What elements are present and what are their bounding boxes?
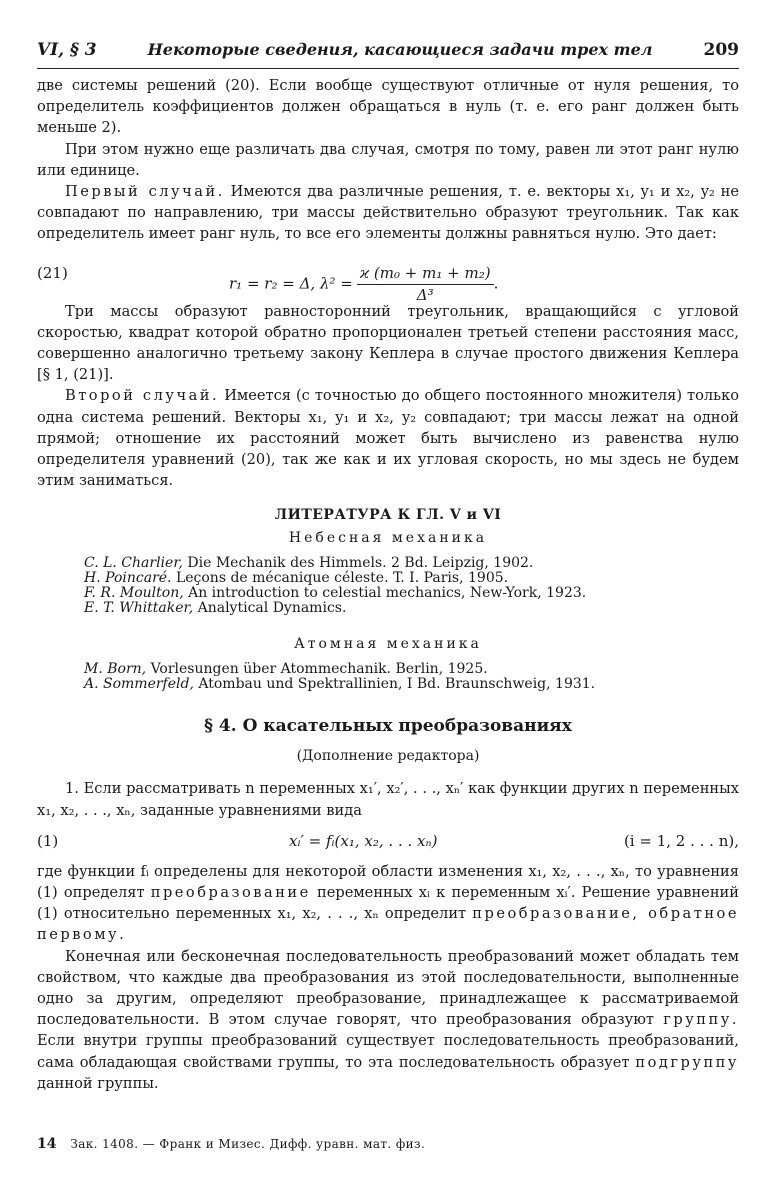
reference (37, 601, 739, 616)
reference-work: Vorlesungen über Atommechanik. Berlin, 1925. (150, 661, 488, 678)
printing-info: Зак. 1408. — Франк и Мизес. Дифф. уравн. мат. физ. (70, 1137, 426, 1151)
running-head (37, 40, 739, 69)
equation-end: . (493, 274, 499, 293)
celestial-heading: Небесная механика (288, 530, 488, 547)
text: данной группы. (37, 1074, 159, 1092)
reference (37, 586, 739, 601)
reference-author: E. T. Whittaker, (84, 600, 194, 617)
text: Конечная или бесконечная последовательность преобразований может обладать тем свойством, что каждые два преобразования из этой последовательности, выполненные одно за другим, определяют преобразование, принадлежащее к рассматриваемой последовательности. В этом случае говорят, что преобразования образуют (37, 947, 739, 1029)
reference-work: An introduction to celestial mechanics, New-York, 1923. (188, 585, 587, 602)
case-one-text: Имеются два различные решения, т. е. векторы x₁, y₁ и x₂, y₂ не совпадают по направлению, три массы действительно образуют треугольник. Так как определитель имеет ранг нуль, то все его элементы должны равняться нулю. Это дает: (37, 183, 739, 243)
section-text (37, 778, 739, 1094)
case-one-paragraph (37, 181, 739, 245)
reference-author: H. Poincaré. (84, 570, 172, 587)
paragraph: 1. Если рассматривать n переменных x₁′, x₂′, . . ., xₙ′ как функции других n переменных x₁, x₂, . . ., xₙ, заданные уравнениями вида (37, 780, 739, 819)
term: подгруппу (635, 1053, 739, 1071)
fraction-denominator: Δ³ (416, 285, 434, 304)
page-number: 209 (703, 40, 739, 60)
term: группу. (663, 1011, 739, 1029)
equation-lhs: r₁ = r₂ = Δ, λ² = (229, 274, 353, 293)
equation-1 (37, 821, 739, 861)
footer (37, 1136, 425, 1152)
atomic-heading: Атомная механика (294, 636, 482, 653)
case-two-text: Имеется (с точностью до общего постоянного множителя) только одна система решений. Векторы x₁, y₁ и x₂, y₂ совпадают; три массы лежат на одной прямой; отношение их расстояний может быть вычислено из равенства нулю определителя уравнений (20), так же как и их угловая скорость, но мы здесь не будем этим заниматься. (37, 387, 740, 490)
reference-work: Leçons de mécanique céleste. T. I. Paris, 1905. (175, 570, 509, 587)
signature-mark: 14 (37, 1136, 57, 1152)
page (37, 40, 739, 1094)
text: Если внутри группы преобразований существует последовательность преобразований, сама обладающая свойствами группы, то эта последовательность образует (37, 1032, 739, 1071)
equation-range: (i = 1, 2 . . . n), (623, 831, 739, 850)
reference (37, 662, 739, 677)
equation-formula: xᵢ′ = fᵢ(x₁, x₂, . . . xₙ) (289, 831, 438, 850)
reference-author: C. L. Charlier, (84, 555, 183, 572)
reference (37, 556, 739, 571)
paragraph (37, 861, 739, 946)
case-one-label: Первый случай. (65, 183, 225, 201)
reference (37, 677, 739, 692)
term: преобразование, обратное первому. (37, 905, 739, 944)
reference-work: Analytical Dynamics. (197, 600, 347, 617)
celestial-references (37, 556, 739, 616)
term: преобразование (150, 884, 311, 902)
paragraph: две системы решений (20). Если вообще существуют отличные от нуля решения, то определитель коэффициентов должен обращаться в нуль (т. е. его ранг должен быть меньше 2). (37, 77, 739, 137)
reference-author: A. Sommerfeld, (84, 676, 194, 693)
case-two-label: Второй случай. (65, 387, 220, 405)
reference-work: Atombau und Spektrallinien, I Bd. Braunschweig, 1931. (198, 676, 596, 693)
case-two-paragraph (37, 385, 739, 491)
text: где функции fᵢ определены для некоторой области изменения x₁, x₂, . . ., xₙ, то уравнения (1) определят (37, 862, 739, 902)
running-title: Некоторые сведения, касающиеся задачи трех тел (147, 40, 653, 59)
equation-formula (229, 263, 498, 306)
reference-author: M. Born, (84, 661, 147, 678)
reference-author: F. R. Moulton, (84, 585, 184, 602)
section-title: § 4. О касательных преобразованиях (204, 716, 572, 737)
paragraph: Три массы образуют равносторонний треугольник, вращающийся с угловой скоростью, квадрат которой обратно пропорционален третьей степени расстояния масс, совершенно аналогично третьему закону Кеплера в случае простого движения Кеплера [§ 1, (21)]. (37, 302, 739, 384)
reference (37, 571, 739, 586)
main-text (37, 75, 739, 491)
atomic-references (37, 662, 739, 692)
fraction (357, 263, 494, 306)
literature-title: ЛИТЕРАТУРА К ГЛ. V и VI (274, 507, 502, 524)
paragraph: При этом нужно еще различать два случая, смотря по тому, равен ли этот ранг нулю или единице. (37, 140, 739, 179)
text: переменных xᵢ к переменным xᵢ′. Решение уравнений (1) относительно переменных x₁, x₂, . . ., xₙ определит (37, 884, 740, 923)
equation-number: (1) (37, 831, 59, 850)
reference-work: Die Mechanik des Himmels. 2 Bd. Leipzig, 1902. (187, 555, 534, 572)
section-number: VI, § 3 (37, 40, 97, 60)
paragraph (37, 946, 739, 1094)
fraction-numerator: ϰ (m₀ + m₁ + m₂) (357, 263, 494, 285)
equation-21 (37, 245, 739, 304)
equation-number: (21) (37, 263, 68, 282)
section-subtitle: (Дополнение редактора) (296, 748, 480, 765)
